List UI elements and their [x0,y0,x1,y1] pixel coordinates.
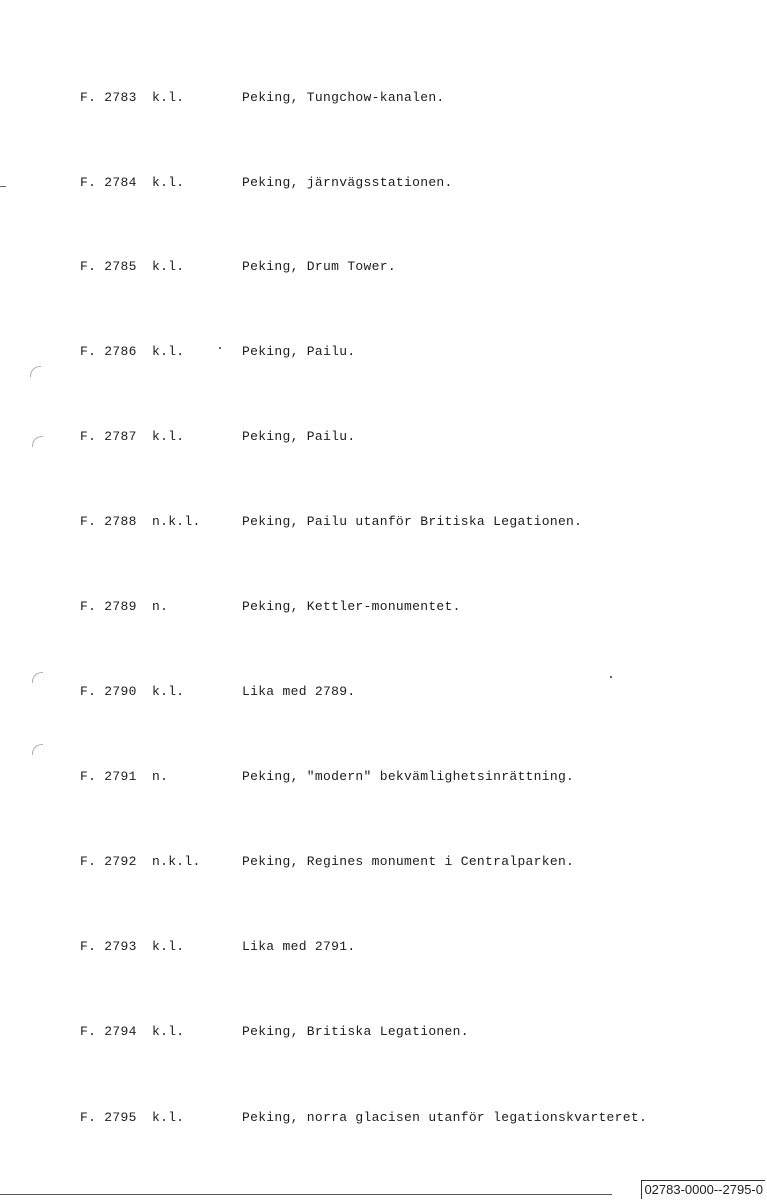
entry-description: Peking, Kettler-monumentet. [242,599,461,614]
list-item [0,597,767,617]
entry-description: Peking, Pailu. [242,344,356,359]
entry-number: F. 2789 [80,599,137,614]
margin-mark [30,366,41,377]
reference-code: 02783-0000--2795-0 [641,1180,765,1199]
entry-type: k.l. [152,429,185,444]
entry-description: Lika med 2789. [242,684,356,699]
entry-type: n. [152,599,169,614]
entry-number: F. 2792 [80,854,137,869]
entry-type: n. [152,769,169,784]
list-item [0,852,767,872]
entry-description: Peking, Britiska Legationen. [242,1024,469,1039]
entry-type: k.l. [152,175,185,190]
entry-number: F. 2785 [80,259,137,274]
entry-type: k.l. [152,1024,185,1039]
list-item [0,767,767,787]
entry-description: Peking, Pailu utanför Britiska Legationen. [242,514,583,529]
entry-description: Peking, Regines monument i Centralparken. [242,854,575,869]
entry-number: F. 2790 [80,684,137,699]
margin-mark [32,744,43,755]
list-item [0,682,767,702]
entry-description: Lika med 2791. [242,939,356,954]
entry-type: k.l. [152,90,185,105]
list-item [0,512,767,532]
entry-type: k.l. [152,939,185,954]
entry-number: F. 2784 [80,175,137,190]
entry-description: Peking, Pailu. [242,429,356,444]
list-item [0,342,767,362]
entry-type: k.l. [152,259,185,274]
entry-number: F. 2794 [80,1024,137,1039]
entry-description: Peking, Drum Tower. [242,259,396,274]
entry-type: k.l. [152,1110,185,1125]
list-item [0,1108,767,1128]
entry-type: n.k.l. [152,854,201,869]
list-item [0,937,767,957]
entry-description: Peking, Tungchow-kanalen. [242,90,445,105]
list-item [0,427,767,447]
entry-number: F. 2786 [80,344,137,359]
entry-number: F. 2793 [80,939,137,954]
list-item [0,257,767,277]
entry-number: F. 2787 [80,429,137,444]
entry-number: F. 2795 [80,1110,137,1125]
list-item [0,88,767,108]
entry-number: F. 2788 [80,514,137,529]
bottom-divider [0,1194,612,1195]
entry-description: Peking, norra glacisen utanför legationskvarteret. [242,1110,648,1125]
entry-type: n.k.l. [152,514,201,529]
entry-description: Peking, "modern" bekvämlighetsinrättning. [242,769,575,784]
entry-number: F. 2791 [80,769,137,784]
stray-dot [610,676,612,678]
list-item [0,1022,767,1042]
entry-description: Peking, järnvägsstationen. [242,175,453,190]
entry-type: k.l. [152,344,185,359]
entry-type: k.l. [152,684,185,699]
entry-number: F. 2783 [80,90,137,105]
list-item [0,173,767,193]
